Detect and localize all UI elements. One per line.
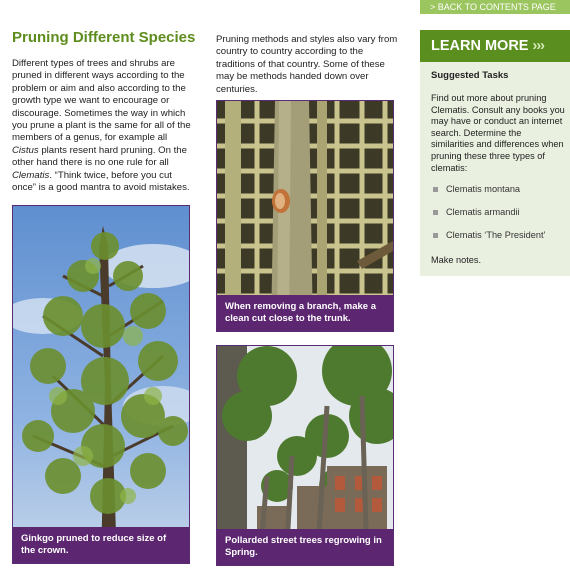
learn-more-label: LEARN MORE <box>431 38 529 54</box>
suggested-tasks-text: Find out more about pruning Clematis. Consult any books you may have or conduct an internet search. Determine the similarities and differences when pruning these three types of clematis: <box>431 93 565 173</box>
branch-photo <box>216 100 394 332</box>
chevron-right-icon: ››› <box>532 38 545 54</box>
bullet-icon <box>433 233 438 238</box>
intro-paragraph: Different types of trees and shrubs are pruned in different ways according to the problem or aim and also according to the growth type we want to encourage or discourage. Sometimes the way in which you prune a plant is the same for all of the members of a genus, for example all Cistus plants resent hard pruning. On the other hand there is no one rule for all Clematis. “Think twice, before you cut once” is a good mantra to avoid mistakes. <box>12 58 191 194</box>
page-title: Pruning Different Species <box>12 29 196 46</box>
suggested-tasks-heading: Suggested Tasks <box>431 70 509 81</box>
branch-caption: When removing a branch, make a clean cut close to the trunk. <box>217 295 393 331</box>
bullet-icon <box>433 187 438 192</box>
ginkgo-photo <box>12 205 190 564</box>
ginkgo-caption: Ginkgo pruned to reduce size of the crown. <box>13 527 189 563</box>
back-to-contents-link[interactable]: > BACK TO CONTENTS PAGE <box>420 0 570 14</box>
list-item: Clematis armandii <box>433 207 520 217</box>
make-notes-text: Make notes. <box>431 255 482 265</box>
bullet-icon <box>433 210 438 215</box>
list-item: Clematis ‘The President’ <box>433 230 546 240</box>
methods-paragraph: Pruning methods and styles also vary from country to country according to the traditions of that country. Some of these may be methods handed down over centuries. <box>216 34 398 95</box>
list-item: Clematis montana <box>433 184 520 194</box>
street-trees-caption: Pollarded street trees regrowing in Spring. <box>217 529 393 565</box>
ginkgo-illustration <box>13 206 189 563</box>
street-trees-photo <box>216 345 394 566</box>
learn-more-button[interactable] <box>420 30 570 62</box>
